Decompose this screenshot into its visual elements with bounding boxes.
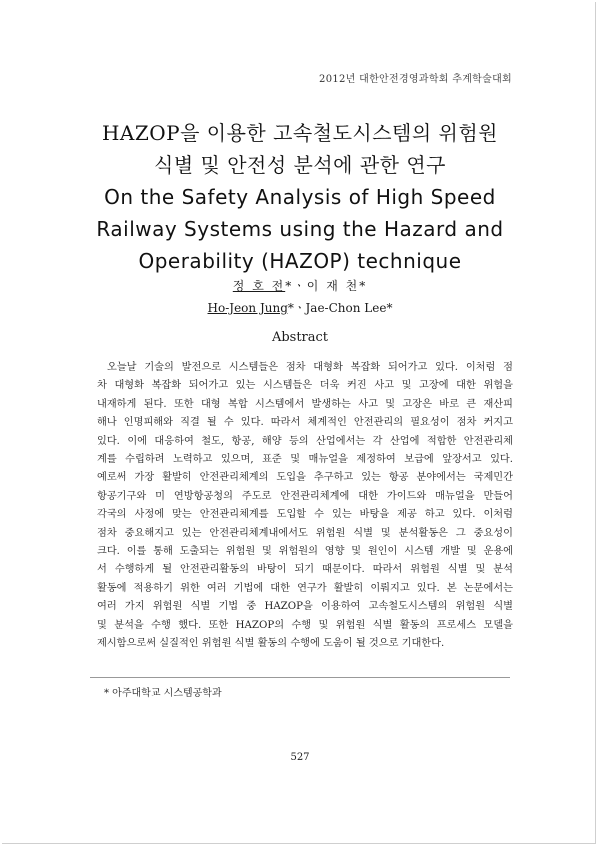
abstract-line: 활동에 적용하기 위한 여러 기법에 대한 연구가 활발히 이뤄지고 있다. 본 논문에서는	[97, 582, 513, 594]
abstract-line: 있다. 이에 대응하여 철도, 항공, 해양 등의 산업에서는 각 산업에 적합한 안전관리체	[97, 435, 513, 447]
page-number: 527	[290, 752, 310, 763]
abstract-line: 오늘날 기술의 발전으로 시스템들은 점차 대형화 복잡화 되어가고 있다. 이처럼 점	[107, 362, 513, 373]
abstract-body	[97, 359, 513, 654]
abstract-line: 내재하게 된다. 또한 대형 복합 시스템에서 발생하는 사고 및 고장은 바로 큰 재산피	[97, 398, 513, 410]
english-authors	[0, 297, 600, 319]
english-title-line-1: On the Safety Analysis of High Speed	[104, 185, 496, 209]
korean-authors	[0, 275, 600, 297]
footnote-divider	[90, 677, 510, 678]
english-title-line-2: Railway Systems using the Hazard and	[96, 217, 504, 241]
english-first-author: Ho-Jeon Jung	[207, 301, 288, 315]
abstract-line: 점차 중요해지고 있는 안전관리체계내에서도 위험원 식별 및 분석활동은 그 중요성이	[97, 527, 513, 539]
abstract-line: 서 수행하게 될 안전관리활동의 바탕이 되기 때문이다. 따라서 위험원 식별 및 분석	[97, 564, 513, 576]
abstract-line: 차 대형화 복잡화 되어가고 있는 시스템들은 더욱 커진 사고 및 고장에 대한 위험을	[97, 380, 513, 392]
korean-title-line-1: HAZOP을 이용한 고속철도시스템의 위험원	[101, 121, 498, 145]
abstract-line: 항공기구와 미 연방항공청의 주도로 안전관리체계에 대한 가이드와 매뉴얼을 만들어	[97, 490, 513, 502]
affiliation-footnote: * 아주대학교 시스템공학과	[104, 688, 222, 699]
abstract-line: 해나 인명피해와 직결 될 수 있다. 따라서 체계적인 안전관리의 필요성이 점차 커지고	[97, 417, 513, 429]
english-title-line-3: Operability (HAZOP) technique	[138, 249, 462, 273]
abstract-line: 예로써 가장 활발히 안전관리체계의 도입을 추구하고 있는 항공 분야에서는 국제민간	[97, 472, 513, 484]
abstract-line: 여러 가지 위험원 식별 기법 중 HAZOP을 이용하여 고속철도시스템의 위험원 식별	[97, 601, 513, 613]
abstract-heading: Abstract	[271, 330, 329, 345]
abstract-line: 및 분석을 수행 했다. 또한 HAZOP의 수행 및 위험원 식별 활동의 프로세스 모델을	[97, 619, 513, 631]
abstract-line: 크다. 이를 통해 도출되는 위험원 및 위험원의 영향 및 원인이 시스템 개발 및 운용에	[97, 546, 513, 558]
abstract-line: 각국의 사정에 맞는 안전관리체계를 도입할 수 있는 바탕을 제공 하고 있다. 이처럼	[97, 509, 513, 521]
korean-title-line-2: 식별 및 안전성 분석에 관한 연구	[154, 153, 446, 177]
korean-first-author: 정 호 전	[232, 279, 286, 293]
english-second-author: *ㆍJae-Chon Lee*	[287, 301, 393, 315]
abstract-line: 제시함으로써 실질적인 위험원 식별 활동의 수행에 도움이 될 것으로 기대한다.	[97, 638, 445, 650]
author-block	[0, 275, 600, 319]
paper-title	[0, 117, 600, 277]
abstract-line: 계를 수립하려 노력하고 있으며, 표준 및 매뉴얼을 제정하여 보급에 앞장서고 있다.	[97, 454, 513, 466]
conference-header: 2012년 대한안전경영과학회 추계학술대회	[319, 74, 512, 85]
korean-second-author: *ㆍ이 재 천*	[285, 279, 368, 293]
